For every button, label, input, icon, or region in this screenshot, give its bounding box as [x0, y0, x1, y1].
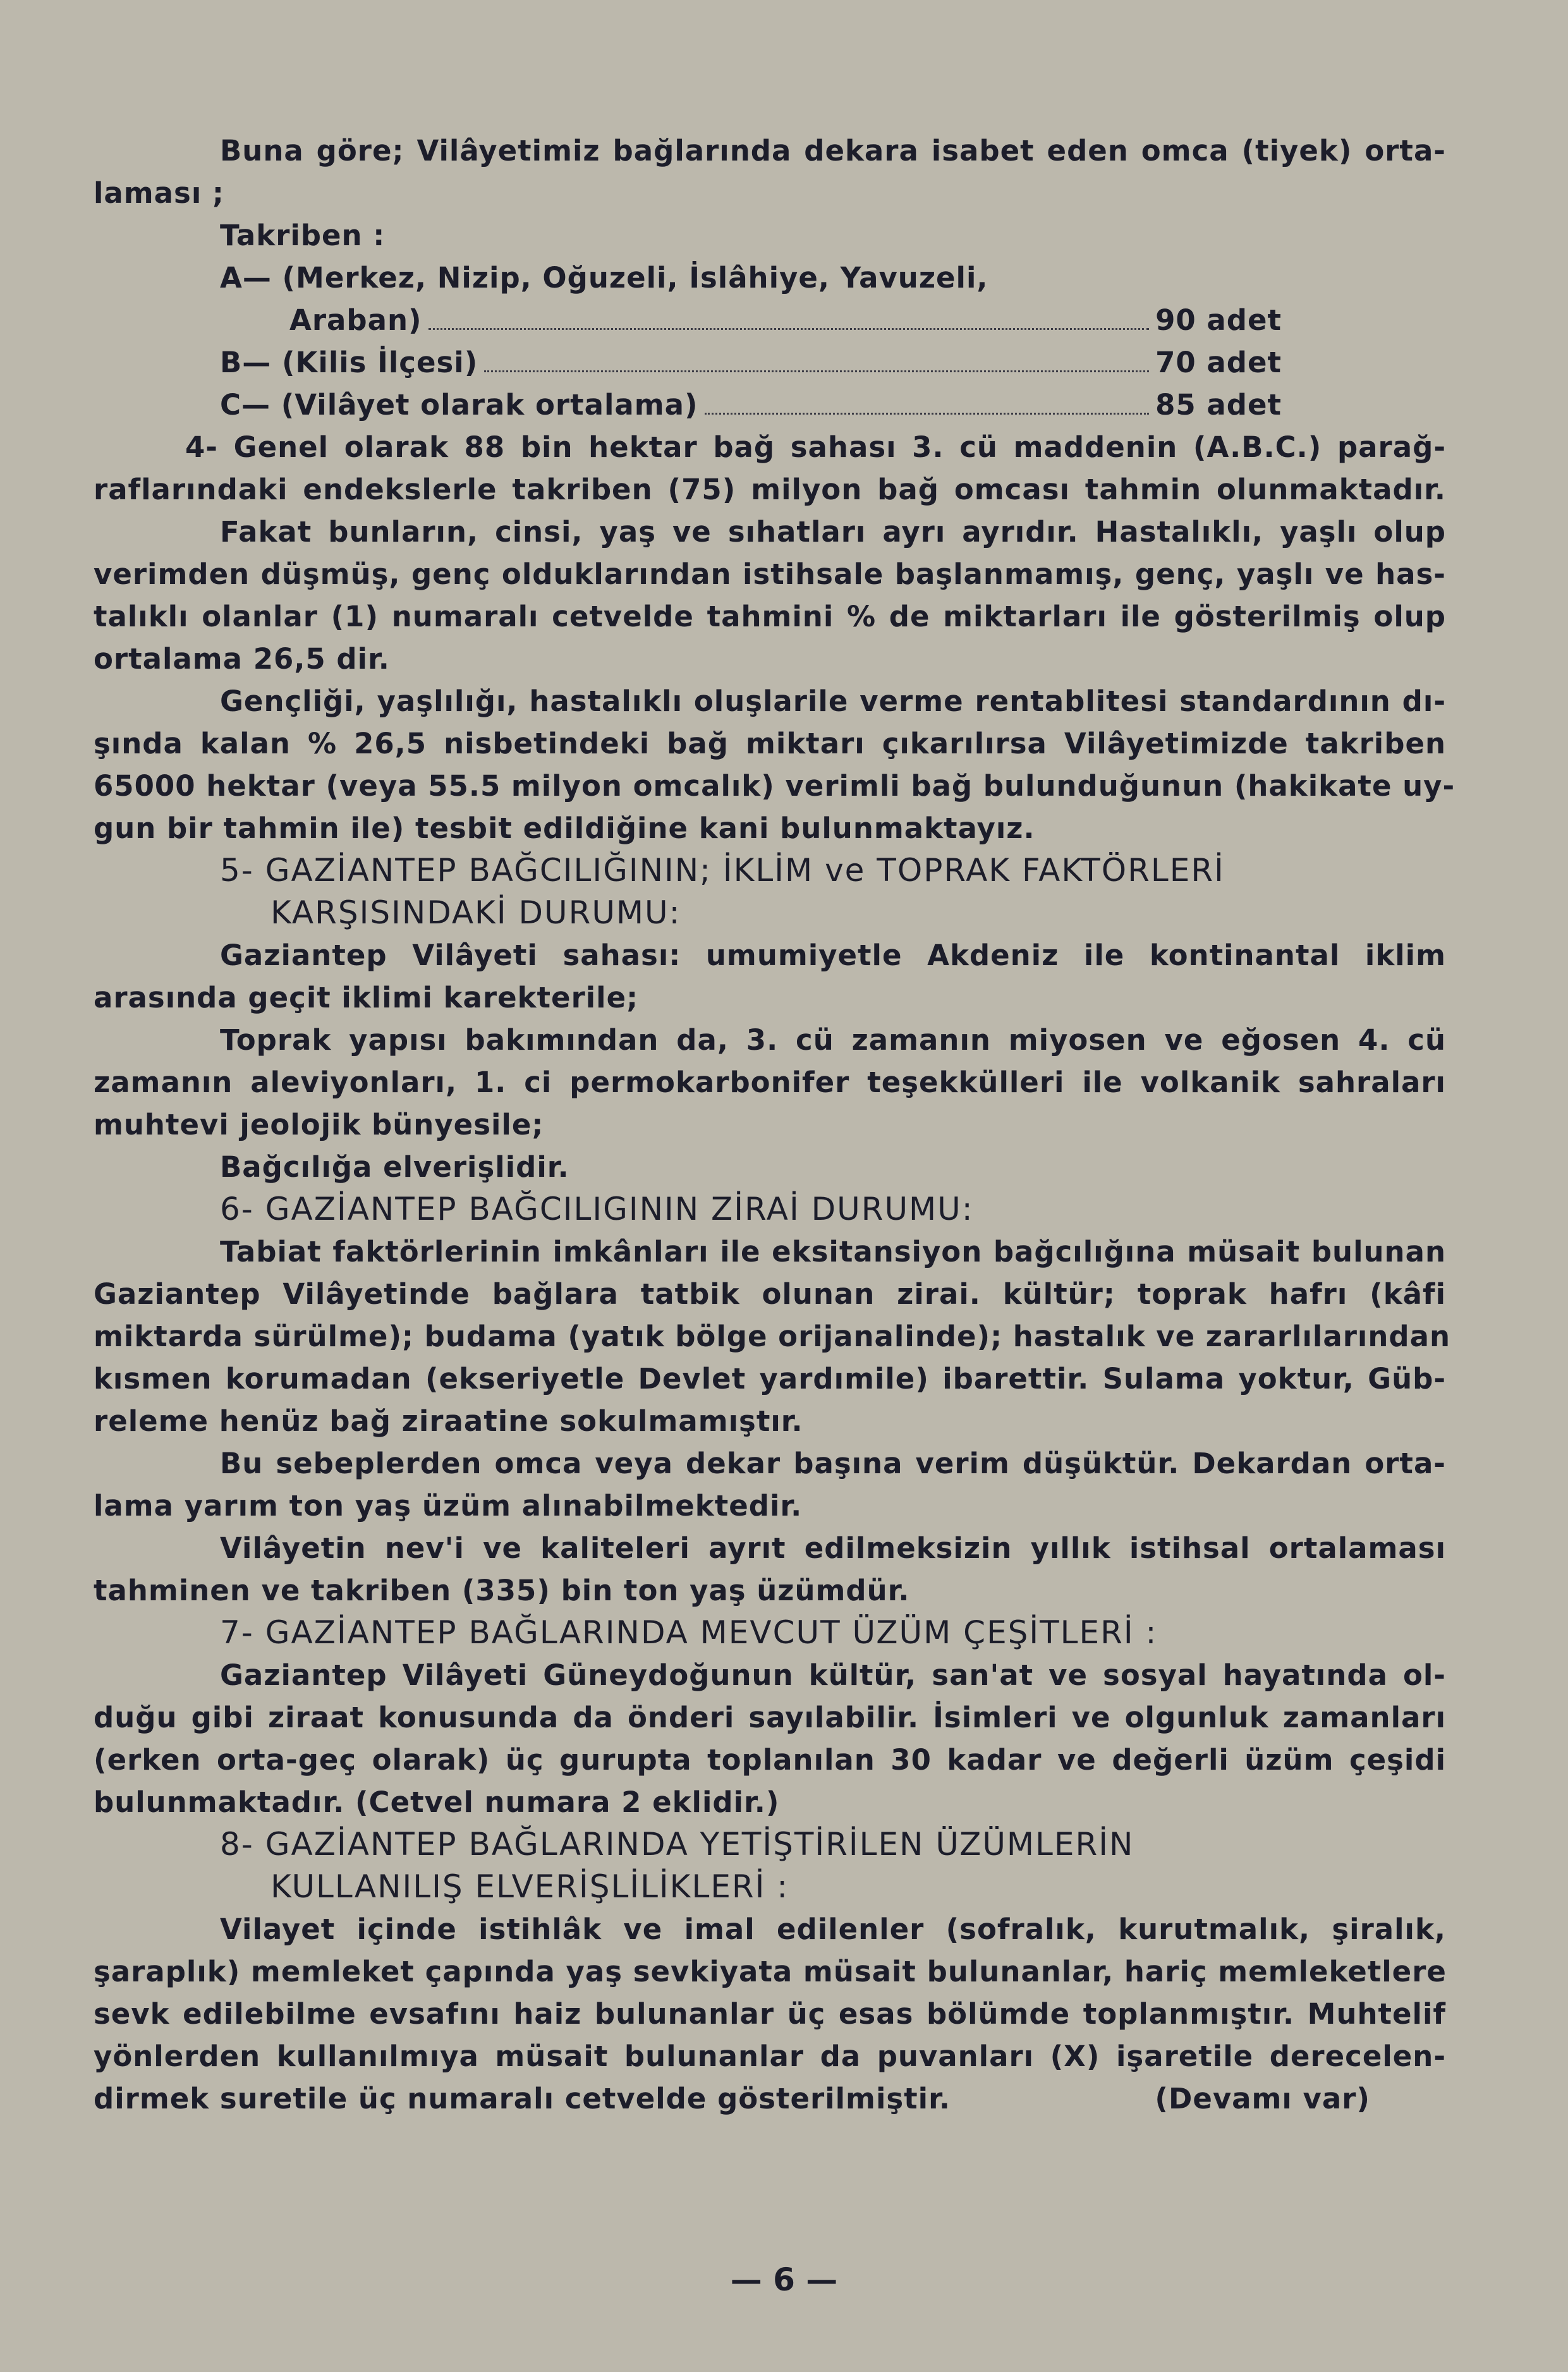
body-line: Bağcılığa elverişlidir. — [220, 1150, 569, 1184]
body-line: Tabiat faktörlerinin imkânları ile eksitansiyon bağcılığına müsait bulunan — [220, 1235, 1446, 1268]
body-line: talıklı olanlar (1) numaralı cetvelde tahmini % de miktarları ile gösterilmiş olup — [94, 600, 1446, 633]
body-line: (erken orta-geç olarak) üç gurupta toplanılan 30 kadar ve değerli üzüm çeşidi — [94, 1743, 1446, 1777]
body-line: laması ; — [94, 176, 224, 210]
body-line: Vilayet içinde istihlâk ve imal edilenler (sofralık, kurutmalık, şiralık, — [220, 1913, 1446, 1946]
body-line: tahminen ve takriben (335) bin ton yaş üzümdür. — [94, 1574, 910, 1607]
body-line: Gaziantep Vilâyetinde bağlara tatbik olunan zirai. kültür; toprak hafrı (kâfi — [94, 1277, 1446, 1311]
body-line: muhtevi jeolojik bünyesile; — [94, 1108, 544, 1141]
body-line: kısmen korumadan (ekseriyetle Devlet yardımile) ibarettir. Sulama yoktur, Güb- — [94, 1362, 1446, 1396]
list-label: C— (Vilâyet olarak ortalama) — [220, 388, 698, 422]
body-line — [94, 2077, 1433, 2120]
body-line: releme henüz bağ ziraatine sokulmamıştır. — [94, 1404, 803, 1438]
body-line: duğu gibi ziraat konusunda da önderi sayılabilir. İsimleri ve olgunluk zamanları — [94, 1701, 1446, 1734]
leader-dots — [484, 370, 1149, 372]
body-text: dirmek suretile üç numaralı cetvelde gösterilmiştir. — [94, 2082, 951, 2115]
text-column — [94, 130, 1456, 2120]
section-heading: KARŞISINDAKİ DURUMU: — [270, 894, 681, 931]
body-line: yönlerden kullanılmıya müsait bulunanlar da puvanları (X) işaretile derecelen- — [94, 2040, 1446, 2073]
body-line: zamanın aleviyonları, 1. ci permokarbonifer teşekkülleri ile volkanik sahraları — [94, 1066, 1446, 1099]
body-line: Fakat bunların, cinsi, yaş ve sıhatları ayrı ayrıdır. Hastalıklı, yaşlı olup — [220, 515, 1446, 549]
body-line: Bu sebeplerden omca veya dekar başına verim düşüktür. Dekardan orta- — [220, 1447, 1446, 1480]
leader-dots — [705, 413, 1149, 415]
body-line: gun bir tahmin ile) tesbit edildiğine kani bulunmaktayız. — [94, 812, 1035, 845]
list-label: B— (Kilis İlçesi) — [220, 346, 478, 379]
body-line: ortalama 26,5 dir. — [94, 642, 390, 676]
body-line: miktarda sürülme); budama (yatık bölge orijanalinde); hastalık ve zararlılarından — [94, 1320, 1450, 1353]
section-heading: 5- GAZİANTEP BAĞCILIĞININ; İKLİM ve TOPRAK FAKTÖRLERİ — [220, 852, 1225, 889]
body-line: 4- Genel olarak 88 bin hektar bağ sahası 3. cü maddenin (A.B.C.) parağ- — [185, 430, 1446, 464]
body-line: A— (Merkez, Nizip, Oğuzeli, İslâhiye, Yavuzeli, — [220, 261, 988, 295]
body-line: raflarındaki endekslerle takriben (75) milyon bağ omcası tahmin olunmaktadır. — [94, 473, 1446, 506]
list-item — [94, 299, 1282, 341]
list-item — [94, 384, 1282, 426]
body-line: Gaziantep Vilâyeti Güneydoğunun kültür, san'at ve sosyal hayatında ol- — [220, 1658, 1446, 1692]
body-line: Vilâyetin nev'i ve kaliteleri ayrıt edilmeksizin yıllık istihsal ortalaması — [220, 1531, 1446, 1565]
body-line: bulunmaktadır. (Cetvel numara 2 eklidir.) — [94, 1785, 780, 1819]
body-line: arasında geçit iklimi karekterile; — [94, 981, 639, 1014]
body-line: Gaziantep Vilâyeti sahası: umumiyetle Akdeniz ile kontinantal iklim — [220, 939, 1446, 972]
section-heading: 8- GAZİANTEP BAĞLARINDA YETİŞTİRİLEN ÜZÜMLERİN — [220, 1826, 1134, 1863]
body-line: 65000 hektar (veya 55.5 milyon omcalık) verimli bağ bulunduğunun (hakikate uy- — [94, 769, 1456, 803]
body-line: şaraplık) memleket çapında yaş sevkiyata müsait bulunanlar, hariç memleketlere — [94, 1955, 1447, 1988]
body-line: şında kalan % 26,5 nisbetindeki bağ miktarı çıkarılırsa Vilâyetimizde takriben — [94, 727, 1446, 760]
body-line: Buna göre; Vilâyetimiz bağlarında dekara isabet eden omca (tiyek) orta- — [220, 134, 1446, 167]
list-item — [94, 341, 1282, 384]
list-value: 85 adet — [1155, 388, 1282, 422]
section-heading: 6- GAZİANTEP BAĞCILIGININ ZİRAİ DURUMU: — [220, 1191, 974, 1227]
continued-note: (Devamı var) — [1155, 2082, 1370, 2115]
body-line: Gençliği, yaşlılığı, hastalıklı oluşlarile verme rentablitesi standardının dı- — [220, 684, 1446, 718]
body-line: verimden düşmüş, genç olduklarından istihsale başlanmamış, genç, yaşlı ve has- — [94, 557, 1446, 591]
body-line: Toprak yapısı bakımından da, 3. cü zamanın miyosen ve eğosen 4. cü — [220, 1023, 1446, 1057]
leader-dots — [428, 328, 1149, 330]
page-number: — 6 — — [730, 2261, 838, 2298]
body-line: lama yarım ton yaş üzüm alınabilmektedir. — [94, 1489, 803, 1523]
body-line: sevk edilebilme evsafını haiz bulunanlar üç esas bölümde toplanmıştır. Muhtelif — [94, 1997, 1446, 2031]
section-heading: KULLANILIŞ ELVERİŞLİLİKLERİ : — [270, 1868, 789, 1905]
list-value: 90 adet — [1155, 303, 1282, 337]
list-label: Araban) — [289, 303, 422, 337]
section-heading: 7- GAZİANTEP BAĞLARINDA MEVCUT ÜZÜM ÇEŞİTLERİ : — [220, 1614, 1158, 1651]
list-value: 70 adet — [1155, 346, 1282, 379]
body-line: Takriben : — [220, 219, 386, 252]
